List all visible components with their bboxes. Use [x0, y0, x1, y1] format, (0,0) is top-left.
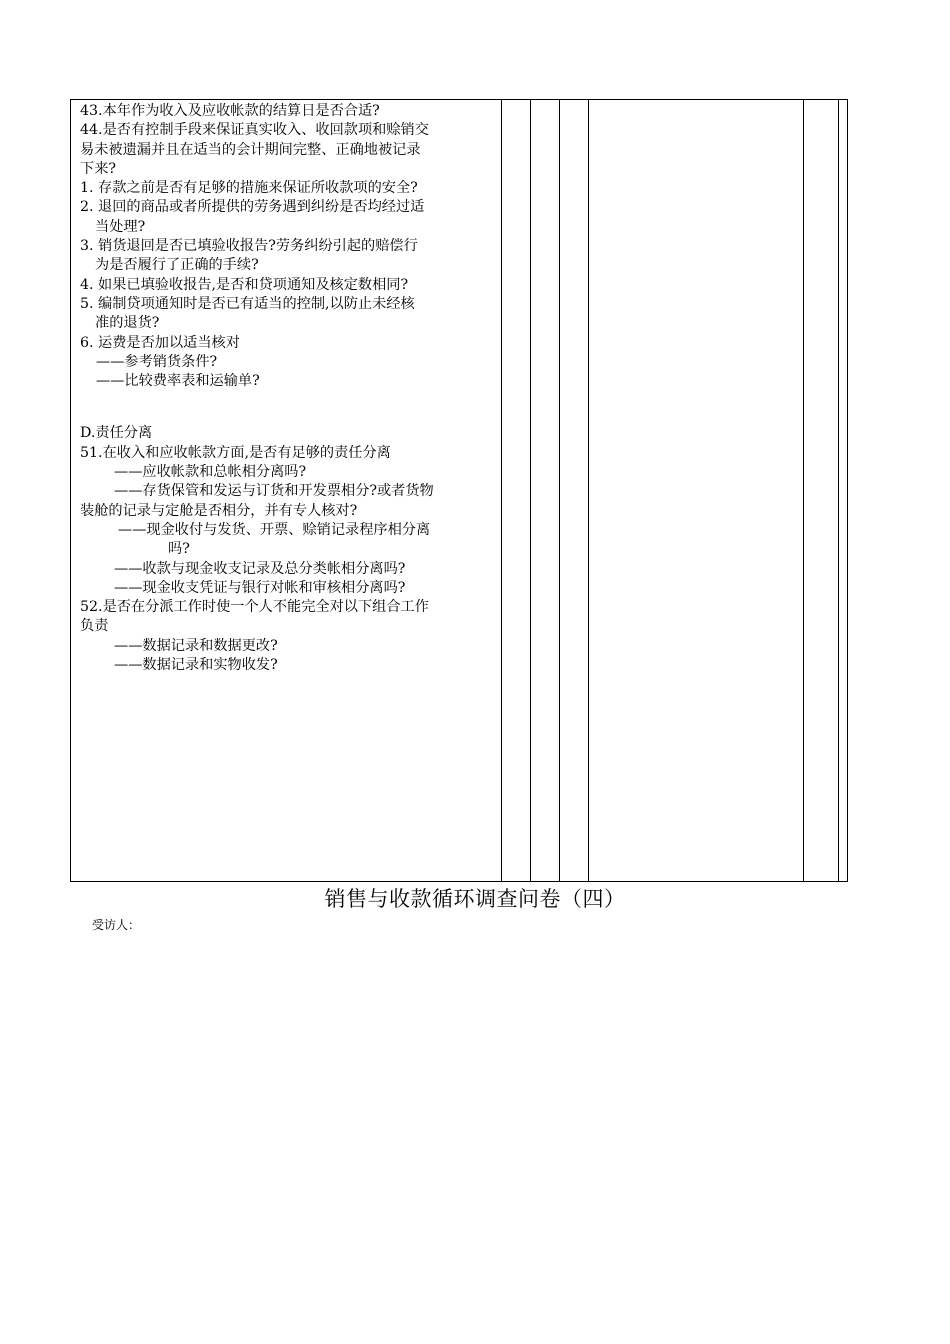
question-line: 为是否履行了正确的手续?: [95, 257, 259, 274]
question-line: ——数据记录和实物收发?: [114, 657, 278, 674]
question-line: 当处理?: [95, 218, 146, 235]
question-line: ——存货保管和发运与订货和开发票相分?或者货物: [114, 483, 434, 500]
column-divider: [559, 100, 560, 881]
interviewee-label: 受访人：: [92, 918, 141, 932]
question-line: 准的退货?: [95, 315, 160, 332]
question-line: 3. 销货退回是否已填验收报告?劳务纠纷引起的赔偿行: [80, 238, 418, 255]
question-line: 负责: [80, 618, 109, 635]
column-divider: [501, 100, 502, 881]
question-line: 装舱的记录与定舱是否相分，并有专人核对?: [80, 502, 358, 519]
column-divider: [530, 100, 531, 881]
question-line: ——参考销货条件?: [96, 353, 218, 370]
question-line: 易未被遗漏并且在适当的会计期间完整、正确地被记录: [80, 141, 421, 158]
question-line: 51.在收入和应收帐款方面,是否有足够的责任分离: [80, 444, 391, 461]
question-line: ——比较费率表和运输单?: [96, 373, 260, 390]
question-line: 4. 如果已填验收报告,是否和贷项通知及核定数相同?: [80, 276, 409, 293]
question-line: ——数据记录和数据更改?: [114, 637, 278, 654]
blank-gap: [80, 391, 500, 424]
question-line: 吗?: [168, 541, 190, 558]
question-line: ——收款与现金收支记录及总分类帐相分离吗?: [114, 560, 406, 577]
page-title: 销售与收款循环调查问卷（四）: [324, 887, 626, 911]
question-line: 2. 退回的商品或者所提供的劳务遇到纠纷是否均经过适: [80, 199, 425, 216]
column-divider: [803, 100, 804, 881]
question-line: ——现金收付与发货、开票、赊销记录程序相分离: [118, 521, 431, 538]
column-divider: [588, 100, 589, 881]
question-line: ——现金收支凭证与银行对帐和审核相分离吗?: [114, 579, 406, 596]
question-line: 6. 运费是否加以适当核对: [80, 334, 240, 351]
column-divider: [838, 100, 839, 881]
question-line: 下来?: [80, 160, 116, 177]
question-line: 52.是否在分派工作时使一个人不能完全对以下组合工作: [80, 599, 429, 616]
section-heading: D.责任分离: [80, 425, 153, 442]
question-line: 1. 存款之前是否有足够的措施来保证所收款项的安全?: [80, 180, 418, 197]
questionnaire-table: [70, 99, 848, 882]
question-line: 44.是否有控制手段来保证真实收入、收回款项和赊销交: [80, 122, 429, 139]
question-line: 43.本年作为收入及应收帐款的结算日是否合适?: [80, 103, 380, 119]
question-list: [80, 102, 500, 675]
question-line: ——应收帐款和总帐相分离吗?: [114, 464, 307, 481]
question-line: 5. 编制贷项通知时是否已有适当的控制,以防止未经核: [80, 295, 415, 312]
